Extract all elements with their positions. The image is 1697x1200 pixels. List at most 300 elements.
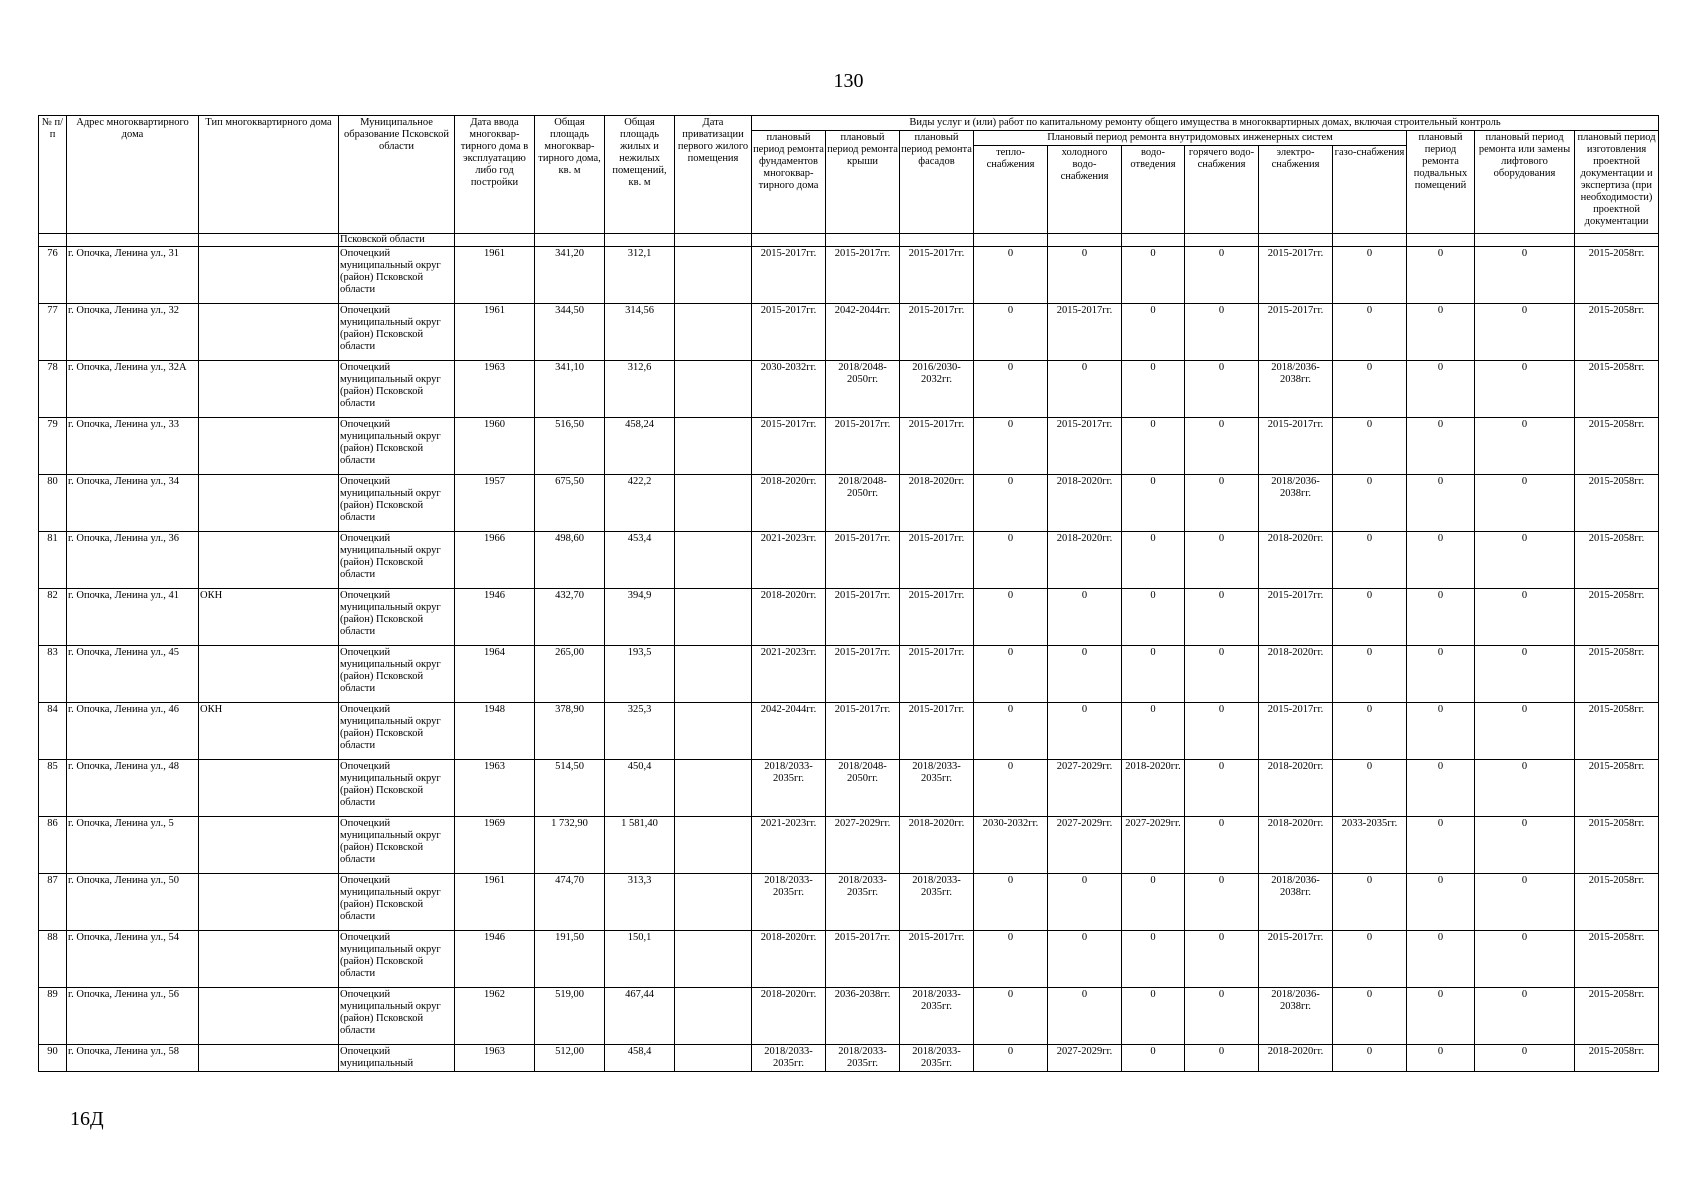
row-privatization-date: [675, 760, 752, 817]
table-row: [39, 532, 1659, 589]
row-living-area: 422,2: [605, 475, 675, 532]
row-documentation: 2015-2058гг.: [1575, 703, 1659, 760]
row-drainage: 0: [1122, 988, 1185, 1045]
row-municipality: Опочецкий муниципальный округ (район) Псковской области: [339, 874, 455, 931]
row-foundation: 2042-2044гг.: [752, 703, 826, 760]
row-foundation: 2018/2033-2035гг.: [752, 874, 826, 931]
row-number: 77: [39, 304, 67, 361]
row-number: 89: [39, 988, 67, 1045]
row-electric: 2015-2017гг.: [1259, 703, 1333, 760]
row-type: [199, 760, 339, 817]
row-hot-water: 0: [1185, 817, 1259, 874]
row-cold-water: 2015-2017гг.: [1048, 304, 1122, 361]
row-documentation: 2015-2058гг.: [1575, 304, 1659, 361]
row-hot-water: 0: [1185, 874, 1259, 931]
row-cold-water: 0: [1048, 703, 1122, 760]
row-gas: 0: [1333, 589, 1407, 646]
row-documentation: 2015-2058гг.: [1575, 475, 1659, 532]
row-type: [199, 646, 339, 703]
carryover-row: [39, 234, 1659, 247]
table-row: [39, 874, 1659, 931]
row-foundation: 2015-2017гг.: [752, 418, 826, 475]
row-municipality: Опочецкий муниципальный округ (район) Псковской области: [339, 247, 455, 304]
row-hot-water: 0: [1185, 532, 1259, 589]
row-electric: 2018-2020гг.: [1259, 817, 1333, 874]
header-row-1: [39, 116, 1659, 131]
row-documentation: 2015-2058гг.: [1575, 931, 1659, 988]
row-hot-water: 0: [1185, 589, 1259, 646]
row-gas: 2033-2035гг.: [1333, 817, 1407, 874]
row-drainage: 0: [1122, 589, 1185, 646]
header-cold-water: холодного водо-снабжения: [1048, 146, 1122, 234]
table-row: [39, 931, 1659, 988]
row-address: г. Опочка, Ленина ул., 36: [67, 532, 199, 589]
row-municipality: Опочецкий муниципальный округ (район) Псковской области: [339, 532, 455, 589]
row-total-area: 265,00: [535, 646, 605, 703]
header-living-area: Общая площадь жилых и нежилых помещений, кв. м: [605, 116, 675, 234]
row-roof: 2015-2017гг.: [826, 247, 900, 304]
row-electric: 2018/2036-2038гг.: [1259, 475, 1333, 532]
row-heat: 2030-2032гг.: [974, 817, 1048, 874]
row-number: 88: [39, 931, 67, 988]
row-privatization-date: [675, 589, 752, 646]
row-total-area: 519,00: [535, 988, 605, 1045]
row-electric: 2018-2020гг.: [1259, 760, 1333, 817]
row-total-area: 341,20: [535, 247, 605, 304]
row-foundation: 2018/2033-2035гг.: [752, 760, 826, 817]
row-facade: 2015-2017гг.: [900, 247, 974, 304]
row-number: 76: [39, 247, 67, 304]
row-privatization-date: [675, 475, 752, 532]
row-municipality: Опочецкий муниципальный: [339, 1045, 455, 1072]
row-privatization-date: [675, 817, 752, 874]
row-gas: 0: [1333, 646, 1407, 703]
row-privatization-date: [675, 361, 752, 418]
row-electric: 2018/2036-2038гг.: [1259, 988, 1333, 1045]
row-gas: 0: [1333, 418, 1407, 475]
row-electric: 2018/2036-2038гг.: [1259, 361, 1333, 418]
row-elevator: 0: [1475, 703, 1575, 760]
row-cold-water: 0: [1048, 646, 1122, 703]
row-privatization-date: [675, 646, 752, 703]
row-facade: 2015-2017гг.: [900, 304, 974, 361]
row-number: 81: [39, 532, 67, 589]
row-elevator: 0: [1475, 646, 1575, 703]
row-drainage: 0: [1122, 646, 1185, 703]
row-commission-year: 1961: [455, 247, 535, 304]
row-number: 79: [39, 418, 67, 475]
row-cold-water: 0: [1048, 874, 1122, 931]
row-type: [199, 418, 339, 475]
row-municipality: Опочецкий муниципальный округ (район) Псковской области: [339, 361, 455, 418]
row-electric: 2018-2020гг.: [1259, 646, 1333, 703]
table-row: [39, 304, 1659, 361]
row-heat: 0: [974, 532, 1048, 589]
row-documentation: 2015-2058гг.: [1575, 532, 1659, 589]
row-drainage: 0: [1122, 475, 1185, 532]
row-municipality: Опочецкий муниципальный округ (район) Псковской области: [339, 589, 455, 646]
row-commission-year: 1962: [455, 988, 535, 1045]
row-privatization-date: [675, 247, 752, 304]
row-type: [199, 874, 339, 931]
row-roof: 2018/2033-2035гг.: [826, 874, 900, 931]
row-electric: 2015-2017гг.: [1259, 304, 1333, 361]
row-facade: 2015-2017гг.: [900, 646, 974, 703]
row-foundation: 2021-2023гг.: [752, 532, 826, 589]
row-basement: 0: [1407, 304, 1475, 361]
row-drainage: 0: [1122, 361, 1185, 418]
row-number: 90: [39, 1045, 67, 1072]
row-hot-water: 0: [1185, 760, 1259, 817]
row-facade: 2015-2017гг.: [900, 931, 974, 988]
row-roof: 2018/2048-2050гг.: [826, 361, 900, 418]
row-commission-year: 1969: [455, 817, 535, 874]
row-privatization-date: [675, 874, 752, 931]
row-type: [199, 988, 339, 1045]
row-documentation: 2015-2058гг.: [1575, 589, 1659, 646]
row-facade: 2015-2017гг.: [900, 703, 974, 760]
row-basement: 0: [1407, 532, 1475, 589]
row-heat: 0: [974, 988, 1048, 1045]
row-living-area: 453,4: [605, 532, 675, 589]
row-facade: 2018/2033-2035гг.: [900, 1045, 974, 1072]
row-commission-year: 1961: [455, 874, 535, 931]
row-privatization-date: [675, 418, 752, 475]
row-total-area: 344,50: [535, 304, 605, 361]
row-heat: 0: [974, 931, 1048, 988]
row-roof: 2018/2048-2050гг.: [826, 760, 900, 817]
table-row: [39, 361, 1659, 418]
header-heat: тепло-снабжения: [974, 146, 1048, 234]
row-basement: 0: [1407, 247, 1475, 304]
page-number: 130: [833, 70, 864, 92]
row-type: [199, 475, 339, 532]
row-heat: 0: [974, 418, 1048, 475]
row-number: 82: [39, 589, 67, 646]
row-basement: 0: [1407, 988, 1475, 1045]
row-municipality: Опочецкий муниципальный округ (район) Псковской области: [339, 817, 455, 874]
row-heat: 0: [974, 760, 1048, 817]
row-basement: 0: [1407, 418, 1475, 475]
table-row: [39, 646, 1659, 703]
row-elevator: 0: [1475, 475, 1575, 532]
row-living-area: 314,56: [605, 304, 675, 361]
row-type: ОКН: [199, 703, 339, 760]
row-commission-year: 1966: [455, 532, 535, 589]
row-address: г. Опочка, Ленина ул., 32: [67, 304, 199, 361]
table-row: [39, 988, 1659, 1045]
row-living-area: 312,1: [605, 247, 675, 304]
table-row: [39, 760, 1659, 817]
row-type: [199, 304, 339, 361]
row-commission-year: 1946: [455, 589, 535, 646]
carryover-cell: Псковской области: [339, 234, 455, 247]
row-basement: 0: [1407, 475, 1475, 532]
row-electric: 2018-2020гг.: [1259, 532, 1333, 589]
row-foundation: 2018-2020гг.: [752, 475, 826, 532]
row-gas: 0: [1333, 931, 1407, 988]
row-cold-water: 0: [1048, 988, 1122, 1045]
row-roof: 2027-2029гг.: [826, 817, 900, 874]
row-roof: 2015-2017гг.: [826, 703, 900, 760]
row-type: ОКН: [199, 589, 339, 646]
header-type: Тип многоквартирного дома: [199, 116, 339, 234]
row-privatization-date: [675, 1045, 752, 1072]
row-roof: 2042-2044гг.: [826, 304, 900, 361]
row-type: [199, 361, 339, 418]
row-elevator: 0: [1475, 589, 1575, 646]
row-cold-water: 2027-2029гг.: [1048, 817, 1122, 874]
row-roof: 2015-2017гг.: [826, 418, 900, 475]
row-privatization-date: [675, 931, 752, 988]
row-hot-water: 0: [1185, 703, 1259, 760]
header-gas: газо-снабжения: [1333, 146, 1407, 234]
row-cold-water: 2015-2017гг.: [1048, 418, 1122, 475]
row-documentation: 2015-2058гг.: [1575, 247, 1659, 304]
row-living-area: 325,3: [605, 703, 675, 760]
header-foundation: плановый период ремонта фундаментов многоквар-тирного дома: [752, 131, 826, 234]
row-commission-year: 1963: [455, 361, 535, 418]
row-elevator: 0: [1475, 361, 1575, 418]
row-roof: 2036-2038гг.: [826, 988, 900, 1045]
row-electric: 2015-2017гг.: [1259, 589, 1333, 646]
row-address: г. Опочка, Ленина ул., 58: [67, 1045, 199, 1072]
header-address: Адрес многоквартирного дома: [67, 116, 199, 234]
row-living-area: 450,4: [605, 760, 675, 817]
header-hot-water: горячего водо-снабжения: [1185, 146, 1259, 234]
table-row: [39, 817, 1659, 874]
table-row: [39, 703, 1659, 760]
row-foundation: 2018-2020гг.: [752, 931, 826, 988]
row-roof: 2015-2017гг.: [826, 646, 900, 703]
row-roof: 2015-2017гг.: [826, 589, 900, 646]
row-gas: 0: [1333, 247, 1407, 304]
row-drainage: 0: [1122, 874, 1185, 931]
row-total-area: 378,90: [535, 703, 605, 760]
table-row: [39, 418, 1659, 475]
row-number: 86: [39, 817, 67, 874]
row-elevator: 0: [1475, 988, 1575, 1045]
row-living-area: 193,5: [605, 646, 675, 703]
row-address: г. Опочка, Ленина ул., 54: [67, 931, 199, 988]
row-facade: 2015-2017гг.: [900, 532, 974, 589]
header-drainage: водо-отведения: [1122, 146, 1185, 234]
row-living-area: 458,24: [605, 418, 675, 475]
row-municipality: Опочецкий муниципальный округ (район) Псковской области: [339, 931, 455, 988]
row-cold-water: 0: [1048, 247, 1122, 304]
row-number: 85: [39, 760, 67, 817]
row-living-area: 467,44: [605, 988, 675, 1045]
row-basement: 0: [1407, 361, 1475, 418]
row-documentation: 2015-2058гг.: [1575, 874, 1659, 931]
row-elevator: 0: [1475, 760, 1575, 817]
row-heat: 0: [974, 247, 1048, 304]
row-facade: 2018/2033-2035гг.: [900, 988, 974, 1045]
row-gas: 0: [1333, 988, 1407, 1045]
row-living-area: 312,6: [605, 361, 675, 418]
row-electric: 2015-2017гг.: [1259, 247, 1333, 304]
row-commission-year: 1963: [455, 1045, 535, 1072]
row-drainage: 0: [1122, 703, 1185, 760]
row-gas: 0: [1333, 475, 1407, 532]
row-heat: 0: [974, 646, 1048, 703]
row-number: 83: [39, 646, 67, 703]
row-electric: 2018-2020гг.: [1259, 1045, 1333, 1072]
row-drainage: 2027-2029гг.: [1122, 817, 1185, 874]
row-cold-water: 0: [1048, 931, 1122, 988]
row-total-area: 341,10: [535, 361, 605, 418]
row-facade: 2015-2017гг.: [900, 589, 974, 646]
row-elevator: 0: [1475, 1045, 1575, 1072]
row-living-area: 458,4: [605, 1045, 675, 1072]
row-commission-year: 1963: [455, 760, 535, 817]
row-documentation: 2015-2058гг.: [1575, 817, 1659, 874]
row-address: г. Опочка, Ленина ул., 41: [67, 589, 199, 646]
row-commission-year: 1961: [455, 304, 535, 361]
row-living-area: 313,3: [605, 874, 675, 931]
row-basement: 0: [1407, 646, 1475, 703]
row-hot-water: 0: [1185, 1045, 1259, 1072]
row-cold-water: 2027-2029гг.: [1048, 760, 1122, 817]
row-cold-water: 2027-2029гг.: [1048, 1045, 1122, 1072]
row-hot-water: 0: [1185, 931, 1259, 988]
table-row: [39, 589, 1659, 646]
row-municipality: Опочецкий муниципальный округ (район) Псковской области: [339, 646, 455, 703]
row-total-area: 512,00: [535, 1045, 605, 1072]
row-living-area: 394,9: [605, 589, 675, 646]
row-municipality: Опочецкий муниципальный округ (район) Псковской области: [339, 418, 455, 475]
capital-repair-table: [38, 115, 1659, 1072]
row-municipality: Опочецкий муниципальный округ (район) Псковской области: [339, 760, 455, 817]
row-type: [199, 247, 339, 304]
row-foundation: 2015-2017гг.: [752, 247, 826, 304]
row-facade: 2018-2020гг.: [900, 475, 974, 532]
row-type: [199, 817, 339, 874]
row-total-area: 516,50: [535, 418, 605, 475]
header-elevator: плановый период ремонта или замены лифтового оборудования: [1475, 131, 1575, 234]
row-cold-water: 0: [1048, 361, 1122, 418]
row-drainage: 0: [1122, 304, 1185, 361]
row-roof: 2015-2017гг.: [826, 931, 900, 988]
row-commission-year: 1948: [455, 703, 535, 760]
row-drainage: 0: [1122, 1045, 1185, 1072]
row-roof: 2018/2033-2035гг.: [826, 1045, 900, 1072]
header-electric: электро-снабжения: [1259, 146, 1333, 234]
header-facade: плановый период ремонта фасадов: [900, 131, 974, 234]
row-basement: 0: [1407, 760, 1475, 817]
row-elevator: 0: [1475, 931, 1575, 988]
row-documentation: 2015-2058гг.: [1575, 760, 1659, 817]
row-privatization-date: [675, 988, 752, 1045]
row-basement: 0: [1407, 931, 1475, 988]
row-total-area: 498,60: [535, 532, 605, 589]
row-gas: 0: [1333, 532, 1407, 589]
row-electric: 2015-2017гг.: [1259, 418, 1333, 475]
row-documentation: 2015-2058гг.: [1575, 361, 1659, 418]
row-documentation: 2015-2058гг.: [1575, 646, 1659, 703]
row-address: г. Опочка, Ленина ул., 46: [67, 703, 199, 760]
row-number: 80: [39, 475, 67, 532]
row-municipality: Опочецкий муниципальный округ (район) Псковской области: [339, 304, 455, 361]
row-address: г. Опочка, Ленина ул., 31: [67, 247, 199, 304]
row-total-area: 514,50: [535, 760, 605, 817]
row-heat: 0: [974, 703, 1048, 760]
row-type: [199, 931, 339, 988]
row-living-area: 150,1: [605, 931, 675, 988]
table-row: [39, 247, 1659, 304]
row-heat: 0: [974, 361, 1048, 418]
row-heat: 0: [974, 1045, 1048, 1072]
row-documentation: 2015-2058гг.: [1575, 1045, 1659, 1072]
row-address: г. Опочка, Ленина ул., 50: [67, 874, 199, 931]
row-gas: 0: [1333, 703, 1407, 760]
row-heat: 0: [974, 304, 1048, 361]
row-gas: 0: [1333, 1045, 1407, 1072]
row-hot-water: 0: [1185, 247, 1259, 304]
row-number: 78: [39, 361, 67, 418]
row-facade: 2018/2033-2035гг.: [900, 760, 974, 817]
footer-code: 16Д: [70, 1108, 104, 1130]
row-basement: 0: [1407, 1045, 1475, 1072]
header-total-area: Общая площадь многоквар-тирного дома, кв. м: [535, 116, 605, 234]
row-drainage: 0: [1122, 247, 1185, 304]
row-type: [199, 1045, 339, 1072]
row-total-area: 474,70: [535, 874, 605, 931]
row-foundation: 2021-2023гг.: [752, 817, 826, 874]
row-privatization-date: [675, 532, 752, 589]
row-hot-water: 0: [1185, 361, 1259, 418]
row-hot-water: 0: [1185, 304, 1259, 361]
row-cold-water: 2018-2020гг.: [1048, 532, 1122, 589]
row-heat: 0: [974, 589, 1048, 646]
row-electric: 2015-2017гг.: [1259, 931, 1333, 988]
row-living-area: 1 581,40: [605, 817, 675, 874]
header-municipality: Муниципальное образование Псковской области: [339, 116, 455, 234]
row-commission-year: 1946: [455, 931, 535, 988]
row-commission-year: 1960: [455, 418, 535, 475]
row-number: 84: [39, 703, 67, 760]
row-drainage: 0: [1122, 418, 1185, 475]
row-foundation: 2021-2023гг.: [752, 646, 826, 703]
row-total-area: 1 732,90: [535, 817, 605, 874]
row-elevator: 0: [1475, 247, 1575, 304]
row-municipality: Опочецкий муниципальный округ (район) Псковской области: [339, 703, 455, 760]
row-commission-year: 1964: [455, 646, 535, 703]
row-municipality: Опочецкий муниципальный округ (район) Псковской области: [339, 988, 455, 1045]
header-commission-date: Дата ввода многоквар-тирного дома в эксплуатацию либо год постройки: [455, 116, 535, 234]
row-drainage: 0: [1122, 532, 1185, 589]
header-privatization-date: Дата приватизации первого жилого помещения: [675, 116, 752, 234]
row-elevator: 0: [1475, 532, 1575, 589]
header-works-group: Виды услуг и (или) работ по капитальному ремонту общего имущества в многоквартирных домах, включая строительный контроль: [752, 116, 1659, 131]
row-address: г. Опочка, Ленина ул., 45: [67, 646, 199, 703]
row-hot-water: 0: [1185, 418, 1259, 475]
row-address: г. Опочка, Ленина ул., 33: [67, 418, 199, 475]
row-address: г. Опочка, Ленина ул., 48: [67, 760, 199, 817]
row-cold-water: 2018-2020гг.: [1048, 475, 1122, 532]
row-address: г. Опочка, Ленина ул., 32А: [67, 361, 199, 418]
row-roof: 2018/2048-2050гг.: [826, 475, 900, 532]
row-type: [199, 532, 339, 589]
row-foundation: 2015-2017гг.: [752, 304, 826, 361]
row-basement: 0: [1407, 703, 1475, 760]
row-municipality: Опочецкий муниципальный округ (район) Псковской области: [339, 475, 455, 532]
row-elevator: 0: [1475, 418, 1575, 475]
row-commission-year: 1957: [455, 475, 535, 532]
row-electric: 2018/2036-2038гг.: [1259, 874, 1333, 931]
row-address: г. Опочка, Ленина ул., 56: [67, 988, 199, 1045]
row-privatization-date: [675, 703, 752, 760]
